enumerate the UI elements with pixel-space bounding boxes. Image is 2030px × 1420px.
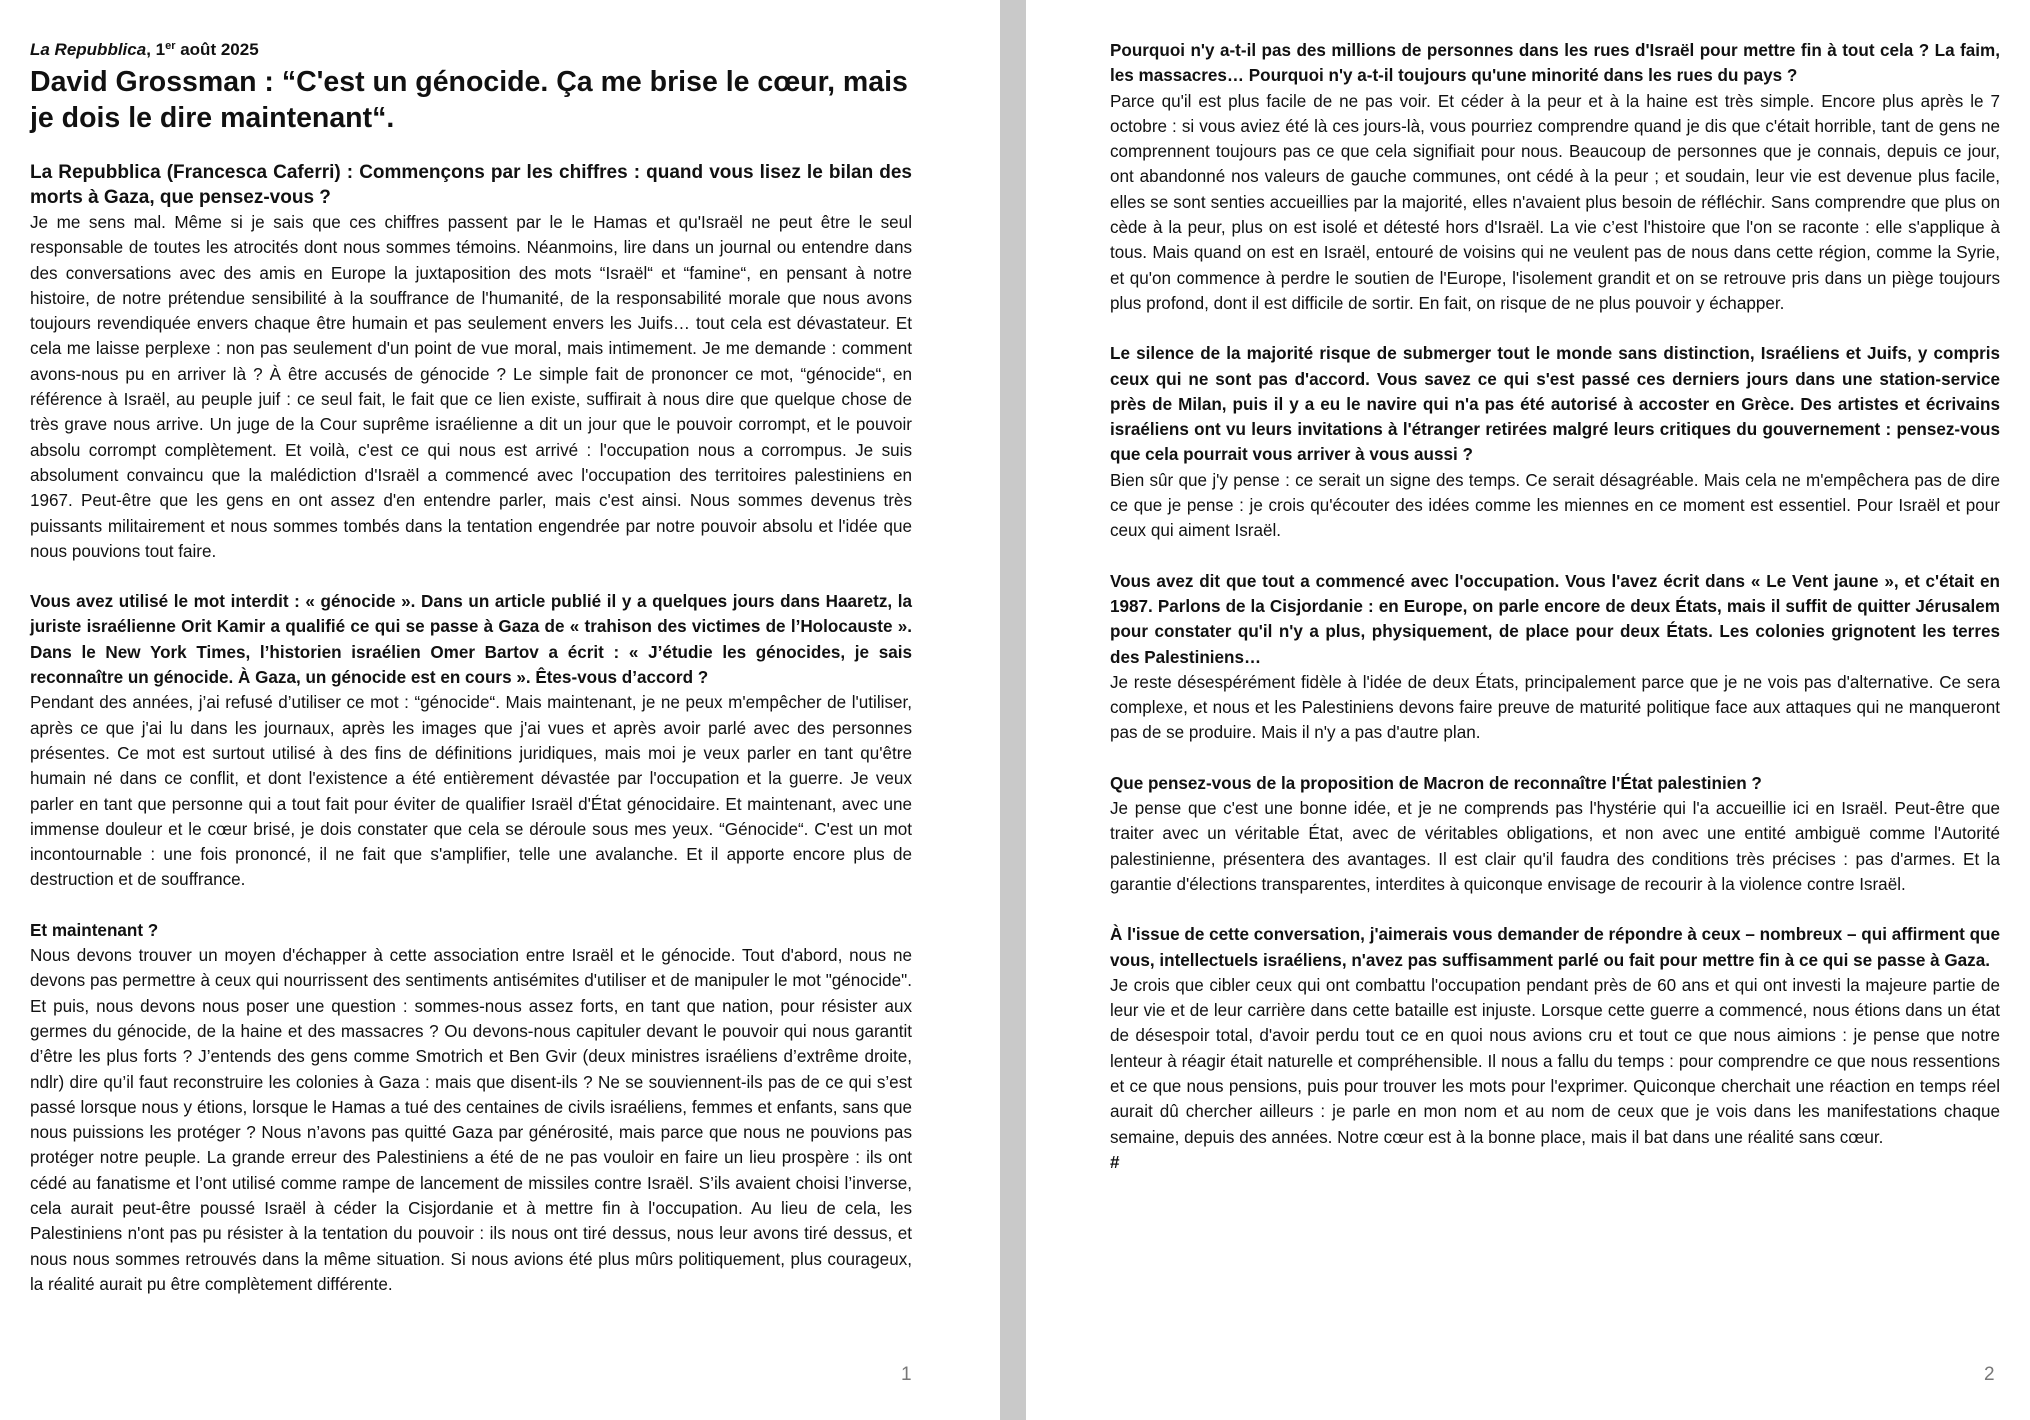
answer-6: Je reste désespérément fidèle à l'idée de deux États, principalement parce que je ne vois pas d'alternative. Ce sera complexe, et nous et les Palestiniens devons faire preuve de maturité politique face aux attaques qui ne manqueront pas de se produire. Mais il n'y a pas d'autre plan. (1110, 672, 2000, 743)
question-5: Le silence de la majorité risque de submerger tout le monde sans distinction, Israéliens et Juifs, y compris ceux qui ne sont pas d'accord. Vous savez ce qui s'est passé ces derniers jours dans une station-service près de Milan, puis il y a eu le navire qui n'a pas été autorisé à accoster en Grèce. Des artistes et écrivains israéliens ont vu leurs invitations à l'étranger retirées malgré leurs critiques du gouvernement : pensez-vous que cela pourrait vous arriver à vous aussi ? (1110, 344, 2000, 465)
answer-2: Pendant des années, j’ai refusé d’utiliser ce mot : “génocide“. Mais maintenant, je ne peux m'empêcher de l'utiliser, après ce que j'ai lu dans les journaux, après les images que j'ai vues et après avoir parlé avec des personnes présentes. Ce mot est surtout utilisé à des fins de définitions juridiques, mais moi je veux parler en tant qu'être humain né dans ce conflit, et dont l'existence a été entièrement dévastée par l'occupation et la guerre. Je veux parler en tant que personne qui a tout fait pour éviter de qualifier Israël d'État génocidaire. Et maintenant, avec une immense douleur et le cœur brisé, je dois constater que cela se déroule sous mes yeux. “Génocide“. C'est un mot incontournable : une fois prononcé, il ne fait que s'amplifier, telle une avalanche. Et il apporte encore plus de destruction et de souffrance. (30, 693, 912, 890)
question-2: Vous avez utilisé le mot interdit : « génocide ». Dans un article publié il y a quelques jours dans Haaretz, la juriste israélienne Orit Kamir a qualifié ce qui se passe à Gaza de « trahison des victimes de l’Holocauste ». Dans le New York Times, l’historien israélien Omer Bartov a écrit : « J’étudie les génocides, je sais reconnaître un génocide. À Gaza, un génocide est en cours ». Êtes-vous d’accord ? (30, 592, 912, 688)
source-date-suffix: août 2025 (175, 40, 259, 59)
end-mark: # (1110, 1152, 1120, 1172)
question-7: Que pensez-vous de la proposition de Macron de reconnaître l'État palestinien ? (1110, 773, 1762, 793)
source-publication: La Repubblica (30, 40, 147, 59)
article-title: David Grossman : “C'est un génocide. Ça me brise le cœur, mais je dois le dire maintenant“. (30, 66, 908, 134)
question-1: La Repubblica (Francesca Caferri) : Commençons par les chiffres : quand vous lisez le bilan des morts à Gaza, que pensez-vous ? (30, 162, 912, 208)
question-3: Et maintenant ? (30, 920, 159, 940)
article-source (30, 38, 912, 62)
answer-1: Je me sens mal. Même si je sais que ces chiffres passent par le le Hamas et qu'Israël ne peut être le seul responsable de toutes les atrocités dont nous sommes témoins. Néanmoins, lire dans un journal ou entendre dans des conversations avec des amis en Europe la juxtaposition des mots “Israël“ et “famine“, en pensant à notre histoire, de notre prétendue sensibilité à la souffrance de l'humanité, de la responsabilité morale que nous avons toujours revendiquée envers chaque être humain et pas seulement envers les Juifs… tout cela est dévastateur. Et cela me laisse perplexe : non pas seulement d'un point de vue moral, mais intimement. Je me demande : comment avons-nous pu en arriver là ? À être accusés de génocide ? Le simple fait de prononcer ce mot, “génocide“, en référence à Israël, au peuple juif : ce seul fait, le fait que ce lien existe, suffirait à nous dire que quelque chose de très grave nous arrive. Un juge de la Cour suprême israélienne a dit un jour que le pouvoir corrompt, et le pouvoir absolu corrompt complètement. Et voilà, c'est ce qui nous est arrivé : l'occupation nous a corrompus. Je suis absolument convaincu que la malédiction d'Israël a commencé avec l'occupation des territoires palestiniens en 1967. Peut-être que les gens en ont assez d'en entendre parler, mais c'est ainsi. Nous sommes devenus très puissants militairement et nous sommes tombés dans la tentation engendrée par notre pouvoir absolu et l'idée que nous pouvions tout faire. (30, 213, 912, 561)
answer-7: Je pense que c'est une bonne idée, et je ne comprends pas l'hystérie qui l'a accueillie ici en Israël. Peut-être que traiter avec un véritable État, avec de véritables obligations, et non avec une entité ambiguë comme l'Autorité palestinienne, présentera des avantages. Il est clair qu'il faudra des conditions très précises : pas d'armes. Et la garantie d'élections transparentes, interdites à quiconque envisage de recourir à la violence contre Israël. (1110, 799, 2000, 894)
question-4: Pourquoi n'y a-t-il pas des millions de personnes dans les rues d'Israël pour mettre fin à tout cela ? La faim, les massacres… Pourquoi n'y a-t-il toujours qu'une minorité dans les rues du pays ? (1110, 41, 2000, 86)
answer-8: Je crois que cibler ceux qui ont combattu l'occupation pendant près de 60 ans et qui ont investi la majeure partie de leur vie et de leur carrière dans cette bataille est injuste. Lorsque cette guerre a commencé, nous étions dans un état de désespoir total, d'avoir perdu tout ce en quoi nous avions cru et tout ce que nous aimions : je pense que notre lenteur à réagir était naturelle et compréhensible. Il nous a fallu du temps : pour comprendre ce que nous ressentions et ce que nous pensions, puis pour trouver les mots pour l'exprimer. Quiconque cherchait une réaction en temps réel aurait dû chercher ailleurs : je parle en mon nom et au nom de ceux que je vois dans les manifestations chaque semaine, depuis des années. Notre cœur est à la bonne place, mais il bat dans une réalité sans cœur. (1110, 975, 2000, 1147)
question-6: Vous avez dit que tout a commencé avec l'occupation. Vous l'avez écrit dans « Le Vent jaune », et c'était en 1987. Parlons de la Cisjordanie : en Europe, on parle encore de deux États, mais il suffit de quitter Jérusalem pour constater qu'il n'y a plus, physiquement, de place pour deux États. Les colonies grignotent les terres des Palestiniens… (1110, 571, 2000, 667)
source-date-prefix: , 1 (146, 40, 166, 59)
page-2 (1026, 0, 2030, 1420)
answer-5: Bien sûr que j'y pense : ce serait un signe des temps. Ce serait désagréable. Mais cela ne m'empêchera pas de dire ce que je pense : je crois qu'écouter des idées comme les miennes en ce moment est essentiel. Pour Israël et pour ceux qui aiment Israël. (1110, 470, 2000, 541)
page-2-content (1110, 38, 2000, 1175)
page-number-1: 1 (901, 1364, 912, 1385)
page-1-content (30, 38, 912, 1297)
source-date-superscript: er (165, 40, 176, 52)
page-1 (0, 0, 1000, 1420)
answer-3: Nous devons trouver un moyen d'échapper à cette association entre Israël et le génocide. Tout d'abord, nous ne devons pas permettre à ceux qui nourrissent des sentiments antisémites d'utiliser et de manipuler le mot "génocide". Et puis, nous devons nous poser une question : sommes-nous assez forts, en tant que nation, pour résister aux germes du génocide, de la haine et des massacres ? Ou devons-nous capituler devant le pouvoir qui nous garantit d’être les plus forts ? J’entends des gens comme Smotrich et Ben Gvir (deux ministres israéliens d’extrême droite, ndlr) dire qu’il faut reconstruire les colonies à Gaza : mais que disent-ils ? Ne se souviennent-ils pas de ce qui s’est passé lorsque nous y étions, lorsque le Hamas a tué des centaines de civils israéliens, femmes et enfants, sans que nous puissions les protéger ? Nous n’avons pas quitté Gaza par générosité, mais parce que nous ne pouvions pas protéger notre peuple. La grande erreur des Palestiniens a été de ne pas vouloir en faire un lieu prospère : ils ont cédé au fanatisme et l’ont utilisé comme rampe de lancement de missiles contre Israël. S’ils avaient choisi l’inverse, cela aurait peut-être poussé Israël à céder la Cisjordanie et à mettre fin à l'occupation. Au lieu de cela, les Palestiniens n'ont pas pu résister à la tentation du pouvoir : ils nous ont tiré dessus, nous leur avons tiré dessus, et nous nous sommes retrouvés dans la même situation. Si nous avions été plus mûrs politiquement, plus courageux, la réalité aurait pu être complètement différente. (30, 946, 912, 1294)
answer-4: Parce qu'il est plus facile de ne pas voir. Et céder à la peur et à la haine est très simple. Encore plus après le 7 octobre : si vous aviez été là ces jours-là, vous pourriez comprendre quand je dis que c'était horrible, tant de gens ne comprennent toujours pas ce que cela signifiait pour nous. Beaucoup de personnes que je connais, depuis ce jour, ont abandonné nos valeurs de gauche communes, ont cédé à la peur ; et soudain, leur vie est devenue plus facile, elles se sont senties accueillies par la majorité, elles n'avaient plus besoin de réfléchir. Sans comprendre que plus on cède à la peur, plus on est isolé et détesté hors d'Israël. La vie c’est l'histoire que l'on se raconte : elle s'applique à tous. Mais quand on est en Israël, entouré de voisins qui ne veulent pas de nous dans cette région, comme la Syrie, et qu'on commence à perdre le soutien de l'Europe, l'isolement grandit et on se retrouve pris dans un piège toujours plus profond, dont il est difficile de sortir. En fait, on risque de ne plus pouvoir y échapper. (1110, 91, 2000, 313)
page-number-2: 2 (1984, 1364, 1995, 1385)
question-8: À l'issue de cette conversation, j'aimerais vous demander de répondre à ceux – nombreux – qui affirment que vous, intellectuels israéliens, n'avez pas suffisamment parlé ou fait pour mettre fin à ce qui se passe à Gaza. (1110, 925, 2000, 970)
